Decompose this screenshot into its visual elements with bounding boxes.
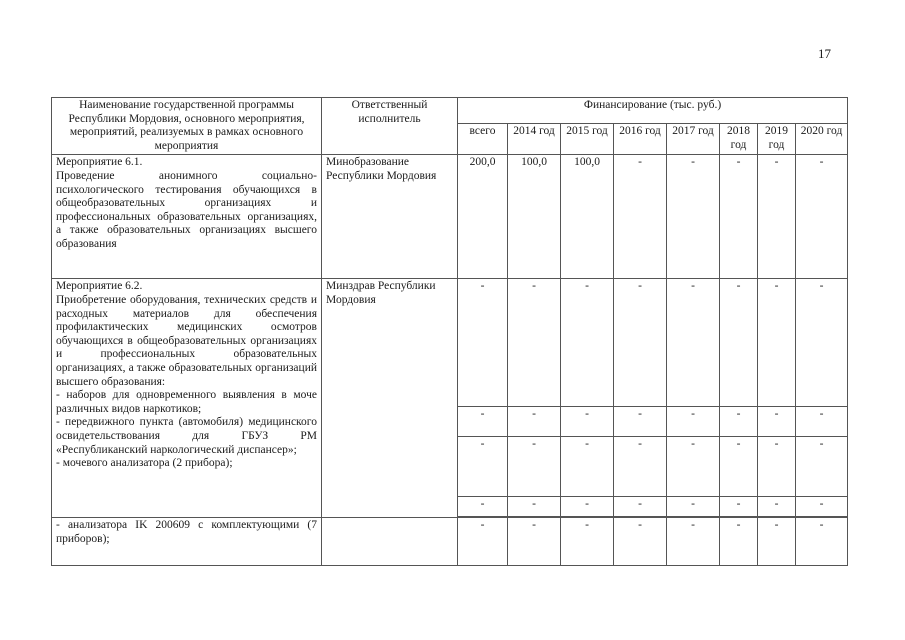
header-executor-cell: Ответственный исполнитель — [322, 98, 458, 155]
subitem-text: - передвижного пункта (автомобиля) медицинского освидетельствования для ГБУЗ РМ «Республиканский наркологический диспансер»; — [56, 416, 317, 456]
financing-table — [51, 97, 848, 566]
value-total: 200,0 — [458, 155, 508, 279]
value-2015: - — [561, 518, 614, 566]
value-2018: - — [720, 497, 758, 517]
header-year-2015: 2015 год — [561, 124, 614, 155]
value-2019: - — [758, 407, 796, 437]
activity-cell — [52, 279, 322, 518]
table-row — [52, 155, 848, 279]
page-number: 17 — [818, 46, 831, 61]
activity-text: Проведение анонимного социально-психологического тестирования обучающихся в общеобразовательных организациях и профессиональных образовательных организациях, а также образовательных организациях высшего образования — [56, 169, 317, 250]
subitem-text: - анализатора IK 200609 с комплектующими (7 приборов); — [56, 519, 317, 545]
executor-cell: Минобразование Республики Мордовия — [322, 155, 458, 279]
value-2014: - — [508, 437, 561, 497]
executor-cell — [322, 518, 458, 566]
value-2019: - — [758, 518, 796, 566]
value-2014: - — [508, 279, 561, 407]
header-name-cell: Наименование государственной программы Республики Мордовия, основного мероприятия, мероприятий, реализуемых в рамках основного мероприятия — [52, 98, 322, 155]
value-2014: - — [508, 518, 561, 566]
activity-cell — [52, 155, 322, 279]
value-2016: - — [614, 407, 667, 437]
header-row — [52, 98, 848, 124]
value-2018: - — [720, 279, 758, 407]
value-2016: - — [614, 497, 667, 517]
header-year-2019: 2019 год — [758, 124, 796, 155]
activity-text: Приобретение оборудования, технических средств и расходных материалов для обеспечения профилактических медицинских осмотров обучающихся в общеобразовательных организациях и профессиональных образовательных организациях, а также образовательных организаций высшего образования: — [56, 293, 317, 388]
value-2016: - — [614, 518, 667, 566]
activity-title: Мероприятие 6.1. — [56, 156, 143, 169]
value-total: - — [458, 518, 508, 566]
value-2020: - — [796, 437, 848, 497]
value-2018: - — [720, 437, 758, 497]
header-financing-cell: Финансирование (тыс. руб.) — [458, 98, 848, 124]
subitem-text: - наборов для одновременного выявления в моче различных видов наркотиков; — [56, 389, 317, 415]
table-row — [52, 518, 848, 566]
value-2019: - — [758, 497, 796, 517]
value-2018: - — [720, 518, 758, 566]
value-2016: - — [614, 279, 667, 407]
value-2015: - — [561, 407, 614, 437]
value-2019: - — [758, 279, 796, 407]
subitem-text: - мочевого анализатора (2 прибора); — [56, 457, 233, 470]
value-2015: 100,0 — [561, 155, 614, 279]
value-2019: - — [758, 155, 796, 279]
value-2015: - — [561, 437, 614, 497]
value-2017: - — [667, 155, 720, 279]
activity-title: Мероприятие 6.2. — [56, 280, 143, 293]
value-2020: - — [796, 497, 848, 517]
table-row — [52, 279, 848, 407]
header-total: всего — [458, 124, 508, 155]
value-2014: - — [508, 497, 561, 517]
header-year-2016: 2016 год — [614, 124, 667, 155]
value-2020: - — [796, 518, 848, 566]
value-2017: - — [667, 407, 720, 437]
value-2020: - — [796, 407, 848, 437]
header-year-2020: 2020 год — [796, 124, 848, 155]
activity-cell — [52, 518, 322, 566]
header-year-2017: 2017 год — [667, 124, 720, 155]
value-2016: - — [614, 155, 667, 279]
header-year-2018: 2018 год — [720, 124, 758, 155]
value-2018: - — [720, 407, 758, 437]
value-2017: - — [667, 518, 720, 566]
value-2019: - — [758, 437, 796, 497]
value-2020: - — [796, 279, 848, 407]
value-total: - — [458, 437, 508, 497]
value-total: - — [458, 497, 508, 517]
value-2015: - — [561, 497, 614, 517]
executor-cell: Минздрав Республики Мордовия — [322, 279, 458, 518]
value-2018: - — [720, 155, 758, 279]
value-total: - — [458, 279, 508, 407]
value-2014: 100,0 — [508, 155, 561, 279]
value-2016: - — [614, 437, 667, 497]
value-2020: - — [796, 155, 848, 279]
value-total: - — [458, 407, 508, 437]
value-2017: - — [667, 279, 720, 407]
value-2017: - — [667, 437, 720, 497]
value-2014: - — [508, 407, 561, 437]
value-2017: - — [667, 497, 720, 517]
value-2015: - — [561, 279, 614, 407]
header-year-2014: 2014 год — [508, 124, 561, 155]
